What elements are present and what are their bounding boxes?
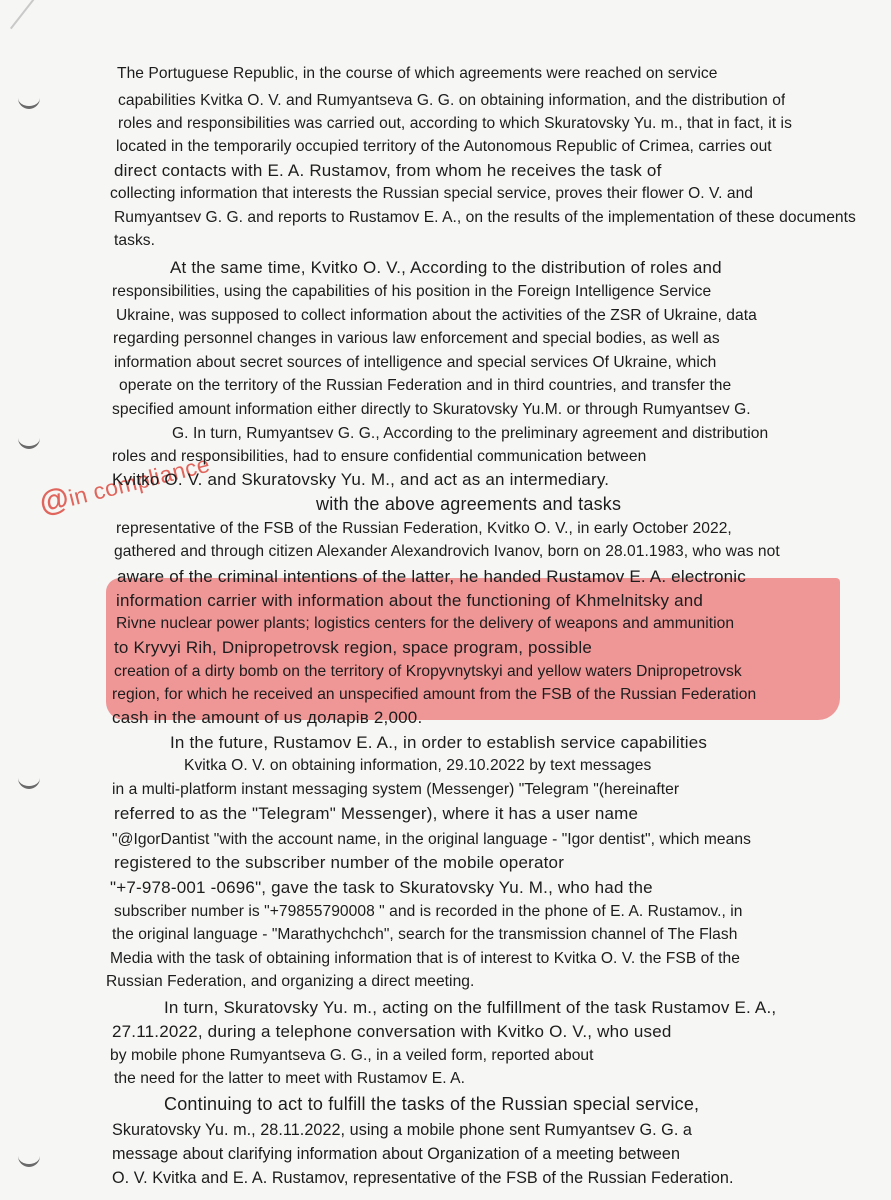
text-line: "@IgorDantist "with the account name, in the original language - "Igor dentist", which means: [112, 831, 751, 848]
text-line: Rumyantsev G. G. and reports to Rustamov E. A., on the results of the implementation of these documents: [114, 209, 856, 226]
text-line: registered to the subscriber number of the mobile operator: [114, 853, 565, 872]
text-line: Rivne nuclear power plants; logistics centers for the delivery of weapons and ammunition: [116, 615, 735, 632]
text-line: The Portuguese Republic, in the course of which agreements were reached on service: [117, 65, 718, 82]
text-line: G. In turn, Rumyantsev G. G., According to the preliminary agreement and distribution: [172, 425, 769, 442]
text-line: roles and responsibilities, had to ensure confidential communication between: [112, 448, 647, 465]
text-line: direct contacts with E. A. Rustamov, from whom he receives the task of: [114, 161, 662, 180]
text-line: Media with the task of obtaining information that is of interest to Kvitka O. V. the FSB of the: [110, 950, 740, 967]
text-line: "+7-978-001 -0696", gave the task to Skuratovsky Yu. M., who had the: [110, 878, 653, 897]
text-line: regarding personnel changes in various law enforcement and special bodies, as well as: [113, 330, 720, 347]
text-line: located in the temporarily occupied territory of the Autonomous Republic of Crimea, carries out: [116, 138, 772, 155]
text-line: operate on the territory of the Russian Federation and in third countries, and transfer the: [119, 377, 732, 394]
text-line: by mobile phone Rumyantseva G. G., in a veiled form, reported about: [110, 1047, 594, 1064]
text-line: responsibilities, using the capabilities of his position in the Foreign Intelligence Service: [112, 283, 712, 300]
text-line: Skuratovsky Yu. m., 28.11.2022, using a mobile phone sent Rumyantsev G. G. a: [112, 1121, 692, 1139]
text-line: creation of a dirty bomb on the territory of Kropyvnytskyi and yellow waters Dnipropetrovsk: [114, 663, 742, 680]
text-line: 27.11.2022, during a telephone conversation with Kvitko O. V., who used: [112, 1022, 672, 1041]
text-line: Kvitka O. V. on obtaining information, 29.10.2022 by text messages: [184, 757, 652, 774]
text-line: tasks.: [114, 232, 156, 249]
text-line: Kvitko O. V. and Skuratovsky Yu. M., and act as an intermediary.: [112, 470, 610, 489]
text-line: information about secret sources of intelligence and special services Of Ukraine, which: [114, 354, 717, 371]
text-line: In turn, Skuratovsky Yu. m., acting on the fulfillment of the task Rustamov E. A.,: [164, 998, 777, 1017]
punch-hole-mark: [18, 92, 40, 109]
text-line: aware of the criminal intentions of the latter, he handed Rustamov E. A. electronic: [117, 567, 746, 586]
text-line: At the same time, Kvitko O. V., According to the distribution of roles and: [170, 258, 722, 277]
text-line: In the future, Rustamov E. A., in order to establish service capabilities: [170, 733, 708, 752]
text-line: region, for which he received an unspecified amount from the FSB of the Russian Federation: [112, 686, 757, 703]
text-line: message about clarifying information about Organization of a meeting between: [112, 1145, 680, 1163]
text-line: in a multi-platform instant messaging system (Messenger) "Telegram "(hereinafter: [112, 781, 680, 798]
text-line: collecting information that interests the Russian special service, proves their flower O. V. and: [110, 185, 754, 202]
text-line: information carrier with information about the functioning of Khmelnitsky and: [116, 591, 704, 610]
text-line: capabilities Kvitka O. V. and Rumyantseva G. G. on obtaining information, and the distribution of: [118, 92, 786, 109]
punch-hole-mark: [18, 772, 40, 789]
text-line: the original language - "Marathychchch", search for the transmission channel of The Flash: [112, 926, 738, 943]
corner-scratch: [10, 0, 40, 29]
red-stamp: @in compliance: [36, 450, 213, 521]
text-line: roles and responsibilities was carried out, according to which Skuratovsky Yu. m., that in fact, it is: [118, 115, 792, 132]
text-line: cash in the amount of us доларів 2,000.: [112, 708, 423, 727]
text-line: to Kryvyi Rih, Dnipropetrovsk region, space program, possible: [114, 638, 593, 657]
text-line: subscriber number is "+79855790008 " and is recorded in the phone of E. A. Rustamov., in: [114, 903, 743, 920]
text-line: Ukraine, was supposed to collect information about the activities of the ZSR of Ukraine, data: [116, 307, 757, 324]
text-line: with the above agreements and tasks: [316, 494, 622, 514]
text-line: Continuing to act to fulfill the tasks of the Russian special service,: [164, 1094, 700, 1114]
text-line: specified amount information either directly to Skuratovsky Yu.M. or through Rumyantsev G.: [112, 401, 751, 418]
punch-hole-mark: [18, 432, 40, 449]
text-line: referred to as the "Telegram" Messenger), where it has a user name: [114, 804, 639, 823]
text-line: the need for the latter to meet with Rustamov E. A.: [114, 1070, 465, 1087]
text-line: Russian Federation, and organizing a direct meeting.: [106, 973, 475, 990]
text-line: representative of the FSB of the Russian Federation, Kvitko O. V., in early October 2022,: [116, 520, 732, 537]
text-line: gathered and through citizen Alexander Alexandrovich Ivanov, born on 28.01.1983, who was not: [114, 543, 780, 560]
punch-hole-mark: [18, 1150, 40, 1167]
text-line: O. V. Kvitka and E. A. Rustamov, representative of the FSB of the Russian Federation.: [112, 1169, 734, 1187]
